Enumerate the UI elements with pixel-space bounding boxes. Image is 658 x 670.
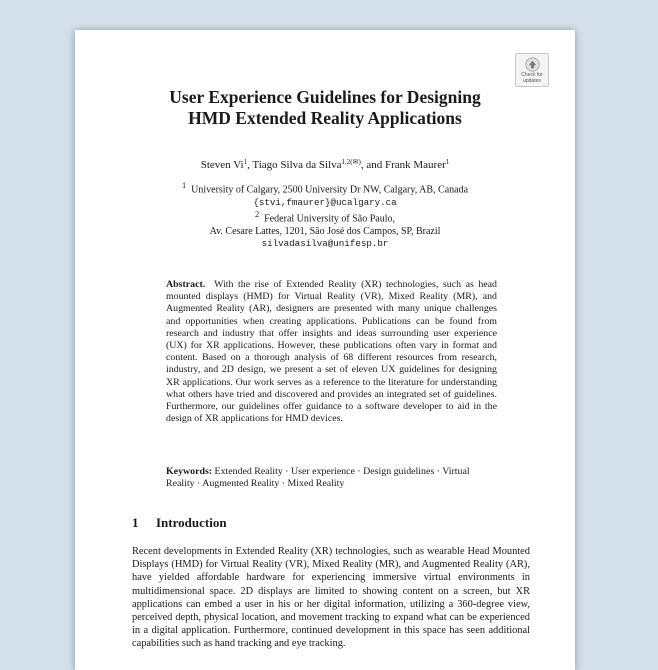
author-superscript: 1,2(✉): [341, 158, 361, 166]
author-name: Steven Vi: [200, 159, 244, 171]
paper-title: User Experience Guidelines for Designing HMD Extended Reality Applications: [169, 87, 481, 128]
affiliation-email[interactable]: {stvi,fmaurer}@ucalgary.ca: [253, 196, 397, 208]
author-superscript: 1: [243, 158, 248, 166]
section-heading: [132, 515, 532, 531]
section-number: 1: [132, 515, 139, 530]
affiliation-superscript: 1: [181, 181, 187, 190]
affiliation-text: Federal University of São Paulo,: [264, 213, 395, 225]
abstract-label: Abstract.: [166, 279, 206, 290]
affiliation-text: University of Calgary, 2500 University Dr NW, Calgary, AB, Canada: [191, 184, 469, 196]
check-for-updates-icon: [525, 57, 540, 72]
abstract-text: With the rise of Extended Reality (XR) technologies, such as head mounted displays (HMD) for Virtual Reality (VR), Mixed Reality (MR), and Augmented Reality (AR), designers are presented with many unique challenges and opportunities when creating applications. Publications can be found from research and industry that offer insights and ideas surrounding user experience (UX) for XR applications. However, these publications often vary in format and content. Based on a thorough analysis of 68 different resources from research, industry, and 2D design, we present a set of eleven UX guidelines for designing XR applications. Our work serves as a reference to the literature for understanding what others have tried and discovered and provides an integrated set of guidelines. Furthermore, our guidelines offer guidance to a software developer to aid in the design of XR applications for HMD devices.: [166, 279, 497, 425]
author-separator: ,: [247, 159, 253, 171]
affiliation-address: Av. Cesare Lattes, 1201, São José dos Campos, SP, Brazil: [209, 225, 441, 237]
affiliations: [75, 180, 575, 250]
author-separator: , and: [360, 159, 385, 171]
author-name: Frank Maurer: [384, 159, 446, 171]
check-for-updates-badge[interactable]: [515, 53, 549, 87]
abstract: [166, 279, 497, 425]
section-title: Introduction: [156, 515, 227, 530]
keywords-label: Keywords:: [166, 466, 213, 477]
affiliation-superscript: 2: [255, 209, 260, 219]
author-superscript: 1: [445, 158, 450, 166]
keywords-text: Extended Reality · User experience · Design guidelines · Virtual Reality · Augmented Reality · Mixed Reality: [166, 466, 470, 490]
check-for-updates-label: Check for updates: [521, 72, 543, 84]
author-list: [75, 158, 575, 172]
affiliation-email[interactable]: silvadasilva@unifesp.br: [261, 237, 389, 249]
keywords: [166, 466, 497, 490]
paper-page: [75, 30, 575, 670]
affiliation-2: [75, 209, 575, 226]
affiliation-1: [75, 180, 575, 197]
author-name: Tiago Silva da Silva: [252, 159, 342, 171]
intro-paragraph: Recent developments in Extended Reality (XR) technologies, such as wearable Head Mounted Displays (HMD) for Virtual Reality (VR), Mixed Reality (MR), and Augmented Reality (AR), have yielded affordable hardware for experiencing immersive virtual environments in multidimensional space. 2D displays are limited to showing content on a screen, but XR applications can embed a user in his or her digital information, utilizing a 360-degree view, perceived depth, physical location, and movement tracking to expand what can be experienced in a digital application. Furthermore, continued development in this space has seen additional capabilities such as hand tracking and eye tracking.: [132, 546, 530, 650]
